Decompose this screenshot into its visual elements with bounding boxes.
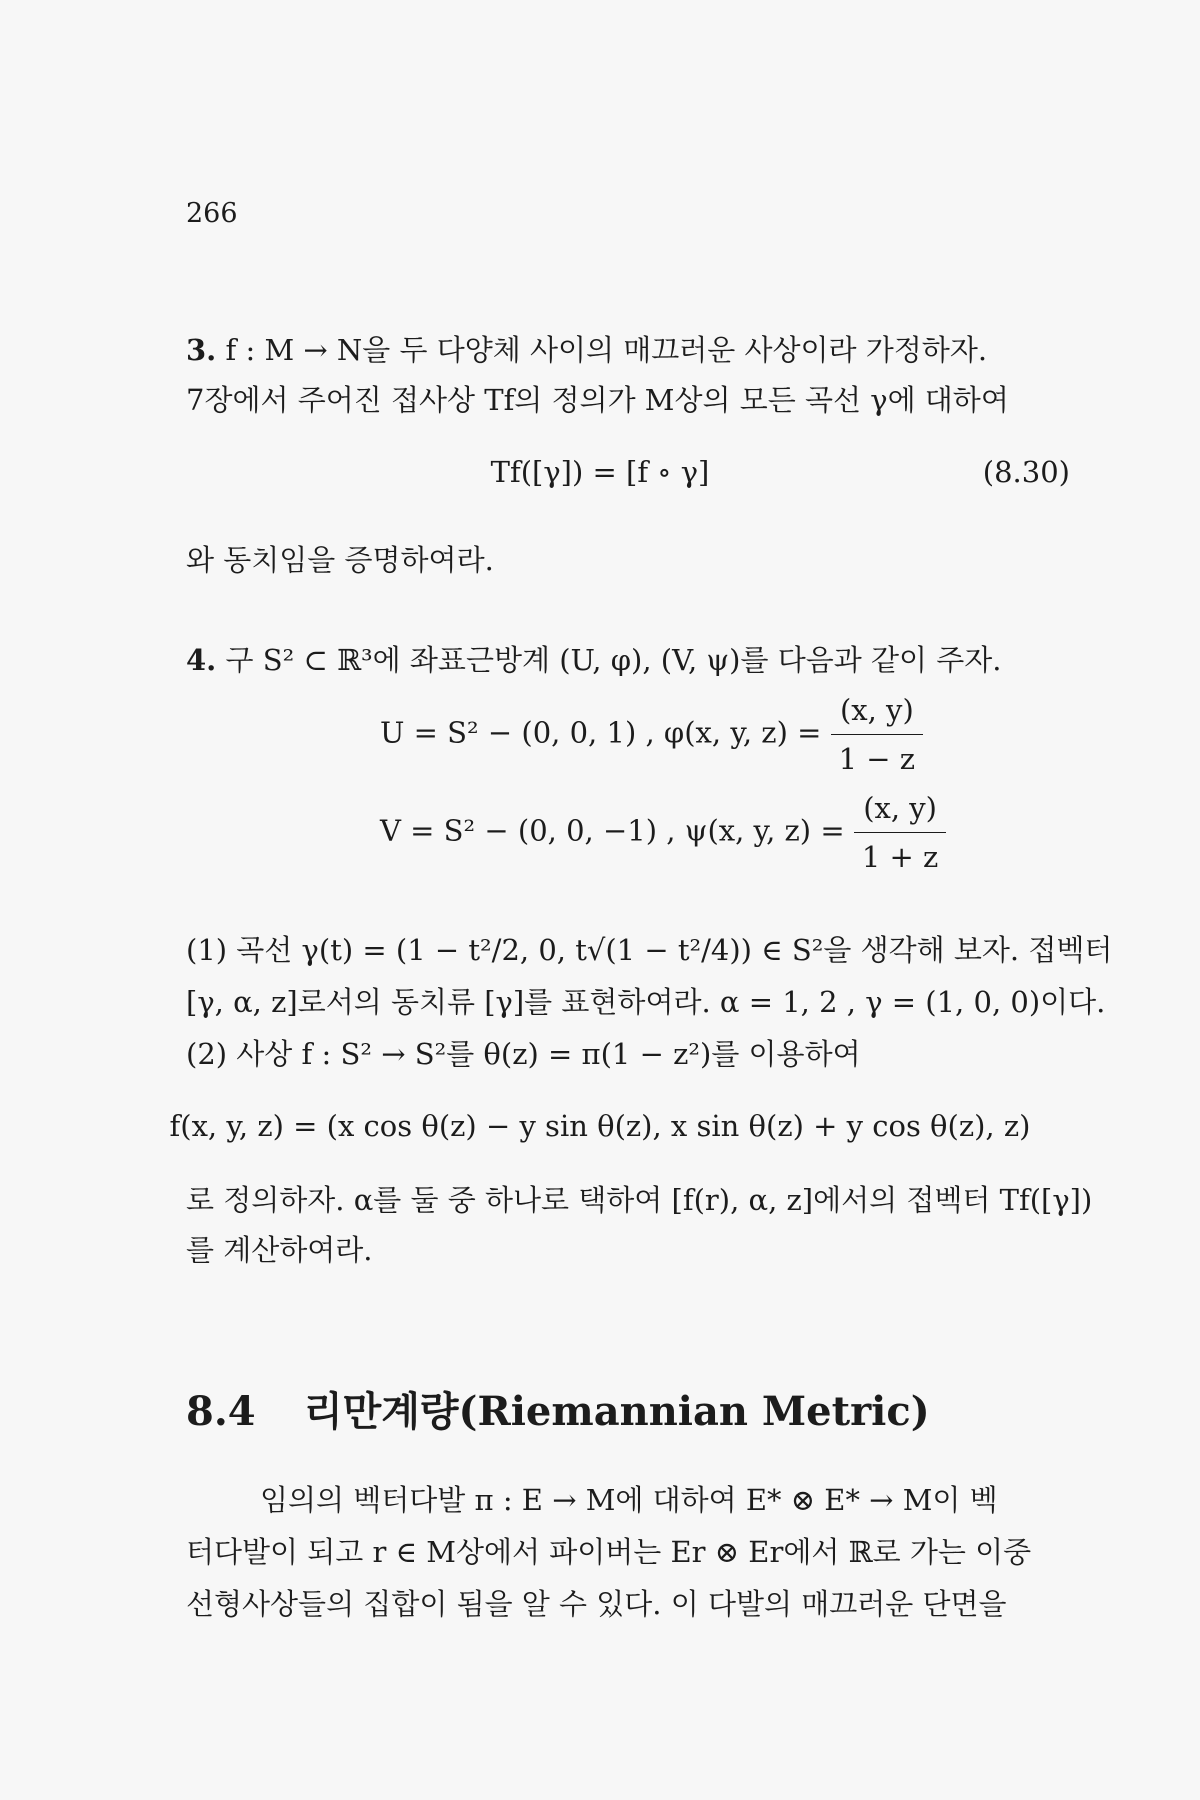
problem-4-intro (186, 640, 1001, 680)
part-2-line-2: 로 정의하자. α를 둘 중 하나로 택하여 [f(r), α, z]에서의 접벡터 Tf([γ]) (186, 1183, 1093, 1217)
equation-v-denominator: 1 + z (861, 840, 939, 874)
problem-4-intro-text: 구 S² ⊂ ℝ³에 좌표근방계 (U, φ), (V, ψ)를 다음과 같이 주자. (225, 643, 1002, 677)
problem-3-line-2: 7장에서 주어진 접사상 Tf의 정의가 M상의 모든 곡선 γ에 대하여 (186, 383, 1009, 417)
part-2-equation: f(x, y, z) = (x cos θ(z) − y sin θ(z), x sin θ(z) + y cos θ(z), z) (169, 1109, 1031, 1143)
problem-3-text-1: f : M → N을 두 다양체 사이의 매끄러운 사상이라 가정하자. (225, 333, 988, 367)
part-2-line-1: (2) 사상 f : S² → S²를 θ(z) = π(1 − z²)를 이용하여 (186, 1037, 861, 1071)
paragraph-line-3: 선형사상들의 집합이 됨을 알 수 있다. 이 다발의 매끄러운 단면을 (186, 1587, 1007, 1621)
problem-3-number: 3. (186, 333, 217, 367)
part-1-line-2: [γ, α, z]로서의 동치류 [γ]를 표현하여라. α = 1, 2 , γ = (1, 0, 0)이다. (186, 985, 1106, 1019)
equation-u (380, 690, 923, 779)
section-title: 리만계량(Riemannian Metric) (304, 1388, 930, 1435)
equation-v-left: V = S² − (0, 0, −1) , ψ(x, y, z) = (380, 813, 845, 848)
problem-3-line-3: 와 동치임을 증명하여라. (186, 543, 494, 577)
problem-4-number: 4. (186, 643, 217, 677)
equation-tag: (8.30) (982, 455, 1070, 489)
equation-v-numerator: (x, y) (854, 788, 946, 833)
equation-u-fraction (831, 690, 923, 779)
equation-v-fraction (854, 788, 946, 877)
equation-u-left: U = S² − (0, 0, 1) , φ(x, y, z) = (380, 715, 822, 750)
problem-3-line-1 (186, 330, 987, 370)
part-2-line-3: 를 계산하여라. (186, 1233, 373, 1267)
paragraph-line-2: 터다발이 되고 r ∈ M상에서 파이버는 Er ⊗ Er에서 ℝ로 가는 이중 (186, 1535, 1032, 1569)
page-number: 266 (186, 198, 238, 229)
section-heading (186, 1380, 930, 1437)
equation-u-denominator: 1 − z (838, 742, 916, 776)
equation-u-numerator: (x, y) (831, 690, 923, 735)
section-number: 8.4 (186, 1388, 256, 1435)
paragraph-line-1: 임의의 벡터다발 π : E → M에 대하여 E* ⊗ E* → M이 벡 (260, 1483, 998, 1517)
part-1-line-1: (1) 곡선 γ(t) = (1 − t²/2, 0, t√(1 − t²/4)) ∈ S²을 생각해 보자. 접벡터 (186, 933, 1113, 967)
equation-8-30: Tf([γ]) = [f ∘ γ] (490, 455, 710, 489)
equation-v (380, 788, 946, 877)
